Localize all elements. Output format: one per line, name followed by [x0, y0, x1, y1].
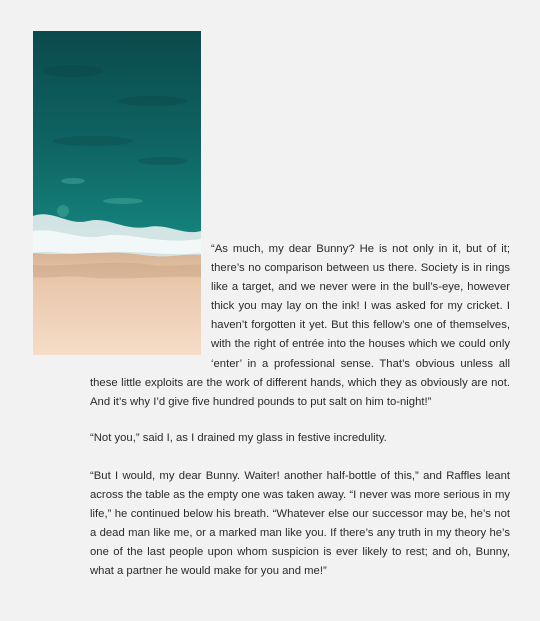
- paragraph: “But I would, my dear Bunny. Waiter! another half-bottle of this,” and Raffles leant across the table as the empty one was taken away. “I never was more serious in my life,” he continued below his breath. “Whatever else our successor may be, he’s not a dead man like me, or a marked man like you. If there’s any truth in my theory he’s one of the last people upon whom suspicion is ever likely to rest; and oh, Bunny, what a partner he would make for you and me!”: [90, 469, 510, 578]
- paragraph: [90, 240, 510, 412]
- paragraph: “Not you,” said I, as I drained my glass in festive incredulity.: [90, 431, 387, 444]
- story-text: [90, 240, 510, 601]
- image-wrap-spacer: [90, 240, 211, 358]
- paragraph-text: “As much, my dear Bunny? He is not only in it, but of it; there’s no comparison between us there. Society is in rings like a target, and we never were in the bull’s-eye, however thick you may lay on the ink! I was asked for my cricket. I haven’t forgotten it yet. But this fellow’s one of themselves, with the right of entrée into the houses which we could only ‘enter’ in a professional sense. That’s obvious unless all these little exploits are the work of different hands, which they as obviously are not. And it’s why I’d give five hundred pounds to put salt on him to-night!”: [90, 243, 510, 408]
